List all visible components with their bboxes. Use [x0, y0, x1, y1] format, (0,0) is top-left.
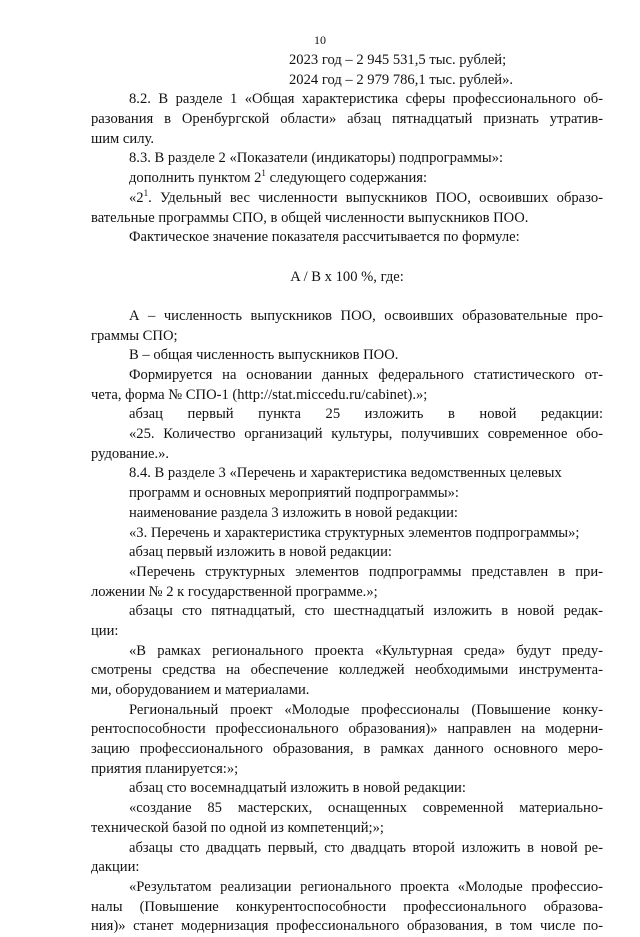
text-line: дакции:: [91, 859, 140, 876]
superscript: 1: [143, 188, 149, 198]
text-line: налы (Повышение конкурентоспособности профессионального образова-: [91, 898, 603, 915]
text-line: граммы СПО;: [91, 327, 178, 344]
text-line: приятия планируется:»;: [91, 760, 239, 777]
text-line: абзац первый изложить в новой редакции:: [129, 544, 392, 561]
text-line: «25. Количество организаций культуры, получивших современное обо-: [129, 426, 603, 443]
text-line: наименование раздела 3 изложить в новой редакции:: [129, 504, 458, 521]
text-line: 2024 год – 2 979 786,1 тыс. рублей».: [289, 71, 514, 88]
text-line: Формируется на основании данных федерального статистического от-: [129, 367, 603, 383]
text-line: вательные программы СПО, в общей численности выпускников ПОО.: [91, 209, 529, 226]
text-line: чета, форма № СПО-1 (http://stat.miccedu.ru/cabinet).»;: [91, 386, 428, 403]
text-line: ния)» станет модернизация профессионального образования, в том числе по-: [91, 918, 603, 935]
text-line: ми, оборудованием и материалами.: [91, 682, 310, 698]
text-line: зацию профессионального образования, в рамках данного основного меро-: [91, 741, 603, 758]
line-text: «2: [129, 189, 144, 206]
text-line: Фактическое значение показателя рассчитывается по формуле:: [129, 229, 520, 246]
page-number: 10: [314, 33, 326, 47]
text-line: шим силу.: [91, 130, 154, 147]
text-line: рудование.».: [91, 445, 170, 462]
text-line: [91, 189, 603, 209]
text-line: [91, 169, 603, 189]
document-body: [91, 51, 603, 937]
text-line: «создание 85 мастерских, оснащенных современной материально-: [129, 800, 603, 817]
line-text: дополнить пунктом 2: [129, 170, 262, 187]
superscript: 1: [261, 168, 266, 179]
text-line: рентоспособности профессионального образования)» направлен на модерни-: [91, 721, 603, 738]
text-line: ложении № 2 к государственной программе.»;: [91, 583, 378, 600]
text-line: разования в Оренбургской области» абзац пятнадцатый признать утратив-: [91, 111, 603, 128]
text-line: 8.2. В разделе 1 «Общая характеристика сферы профессионального об-: [129, 91, 603, 108]
text-line: В – общая численность выпускников ПОО.: [129, 347, 399, 364]
text-line: «Результатом реализации регионального проекта «Молодые профессио-: [129, 878, 603, 895]
text-line: абзацы сто двадцать первый, сто двадцать второй изложить в новой ре-: [129, 839, 603, 856]
text-line: абзац сто восемнадцатый изложить в новой редакции:: [129, 780, 466, 797]
line-text: следующего содержания:: [265, 170, 428, 187]
text-line: Региональный проект «Молодые профессионалы (Повышение конку-: [129, 701, 603, 718]
text-line: программ и основных мероприятий подпрограммы»:: [129, 485, 459, 502]
text-line: 8.3. В разделе 2 «Показатели (индикаторы) подпрограммы»:: [129, 150, 504, 167]
text-line: 2023 год – 2 945 531,5 тыс. рублей;: [289, 52, 507, 68]
text-line: А – численность выпускников ПОО, освоивших образовательные про-: [129, 307, 603, 324]
spacer: [91, 287, 603, 307]
text-line: технической базой по одной из компетенций;»;: [91, 819, 384, 836]
text-line: ции:: [91, 622, 119, 639]
text-line: «Перечень структурных элементов подпрограммы представлен в при-: [129, 563, 603, 580]
text-line: абзац первый пункта 25 изложить в новой редакции:: [129, 406, 603, 423]
spacer: [91, 248, 603, 268]
text-line: 8.4. В разделе 3 «Перечень и характеристика ведомственных целевых: [129, 465, 562, 482]
text-line: «В рамках регионального проекта «Культурная среда» будут преду-: [129, 642, 603, 659]
text-line: «3. Перечень и характеристика структурных элементов подпрограммы»;: [129, 524, 580, 541]
text-line: смотрены средства на обеспечение колледжей необходимыми инструмента-: [91, 662, 603, 679]
line-text: . Удельный вес численности выпускников ПОО, освоивших образо-: [148, 189, 603, 206]
text-line: A / B x 100 %, где:: [290, 268, 404, 285]
text-line: абзацы сто пятнадцатый, сто шестнадцатый изложить в новой редак-: [129, 603, 603, 620]
